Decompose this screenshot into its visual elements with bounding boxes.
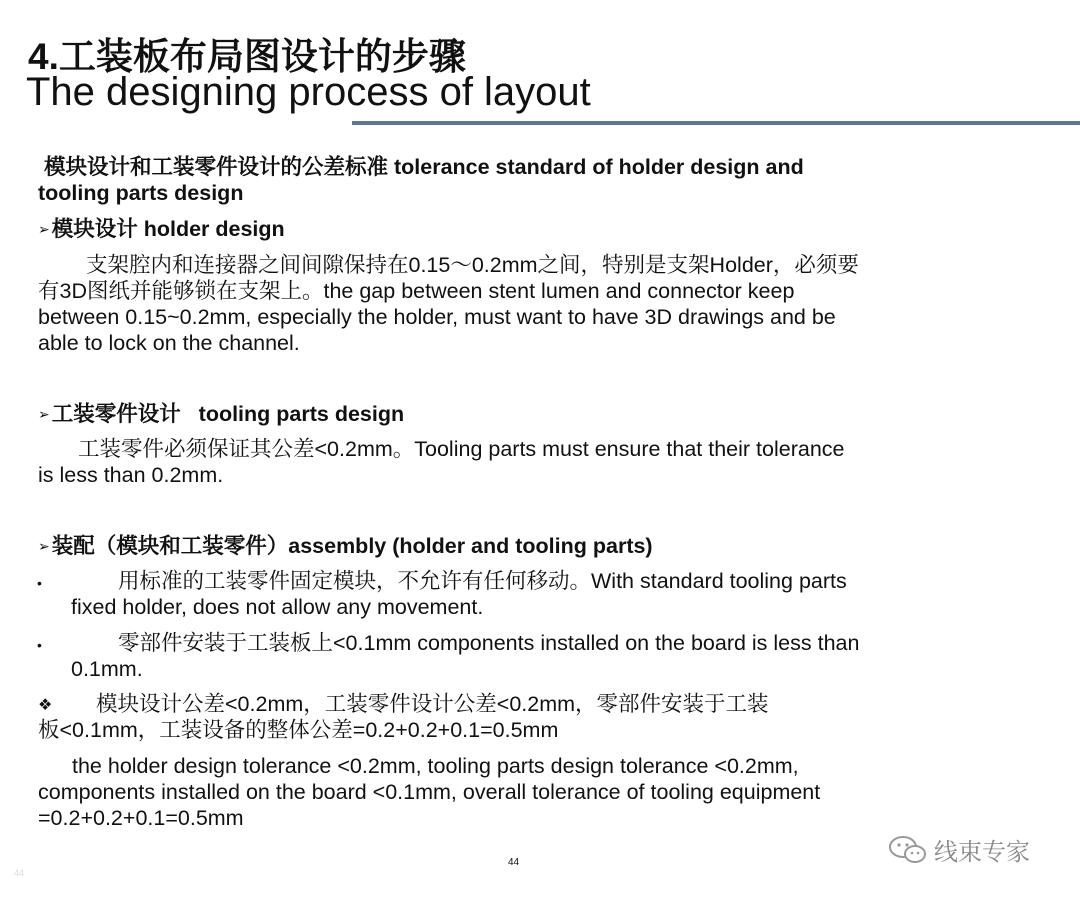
assembly-bullet1-line-2: fixed holder, does not allow any movement. xyxy=(71,595,484,619)
arrow-bullet-icon: ➢ xyxy=(38,221,50,237)
intro-line-1: 模块设计和工装零件设计的公差标准 tolerance standard of holder design and xyxy=(44,155,804,179)
summary-en-line-1: the holder design tolerance <0.2mm, tooling parts design tolerance <0.2mm, xyxy=(72,754,799,778)
section-tooling-heading-text: 工装零件设计 tooling parts design xyxy=(51,402,405,426)
holder-text-line-2: 有3D图纸并能够锁在支架上。the gap between stent lumen and connector keep xyxy=(38,279,795,303)
wechat-watermark xyxy=(888,832,1030,867)
summary-en-line-2: components installed on the board <0.1mm, overall tolerance of tooling equipment xyxy=(38,780,821,804)
diamond-bullet-icon: ❖ xyxy=(38,697,53,714)
arrow-bullet-icon: ➢ xyxy=(38,538,50,554)
summary-en-line-3: =0.2+0.2+0.1=0.5mm xyxy=(38,806,244,830)
summary-cn-line-1: 模块设计公差<0.2mm，工装零件设计公差<0.2mm，零部件安装于工装 xyxy=(96,692,769,716)
arrow-bullet-icon: ➢ xyxy=(38,406,50,422)
wechat-icon xyxy=(888,834,928,866)
title-divider xyxy=(352,121,1080,125)
holder-text-line-4: able to lock on the channel. xyxy=(38,331,300,355)
section-assembly-heading xyxy=(38,533,653,561)
holder-text-line-3: between 0.15~0.2mm, especially the holder, must want to have 3D drawings and be xyxy=(38,305,836,329)
section-tooling-heading xyxy=(38,401,404,429)
tooling-text-line-2: is less than 0.2mm. xyxy=(38,463,224,487)
assembly-bullet1-line-1: 用标准的工装零件固定模块，不允许有任何移动。With standard tooling parts xyxy=(118,569,847,593)
holder-text-line-1: 支架腔内和连接器之间间隙保持在0.15～0.2mm之间，特别是支架Holder，必须要 xyxy=(86,253,859,277)
assembly-bullet2-line-2: 0.1mm. xyxy=(71,657,143,681)
page-title-english: The designing process of layout xyxy=(26,70,591,114)
section-holder-heading-text: 模块设计 holder design xyxy=(51,217,285,241)
page-title-chinese: 4.工装板布局图设计的步骤 xyxy=(28,36,466,77)
tooling-text-line-1: 工装零件必须保证其公差<0.2mm。Tooling parts must ensure that their tolerance xyxy=(78,437,845,461)
watermark-text: 线束专家 xyxy=(934,839,1030,866)
section-holder-heading xyxy=(38,216,285,244)
page-number: 44 xyxy=(508,857,520,868)
section-assembly-heading-text: 装配（模块和工装零件）assembly (holder and tooling parts) xyxy=(51,534,653,558)
intro-line-2: tooling parts design xyxy=(38,181,244,205)
bullet-dot-icon: • xyxy=(37,637,42,653)
assembly-bullet2-line-1: 零部件安装于工装板上<0.1mm components installed on the board is less than xyxy=(118,631,860,655)
ghost-page-number: 44 xyxy=(14,868,25,878)
summary-cn-line-2: 板<0.1mm，工装设备的整体公差=0.2+0.2+0.1=0.5mm xyxy=(38,718,559,742)
bullet-dot-icon: • xyxy=(37,575,42,591)
